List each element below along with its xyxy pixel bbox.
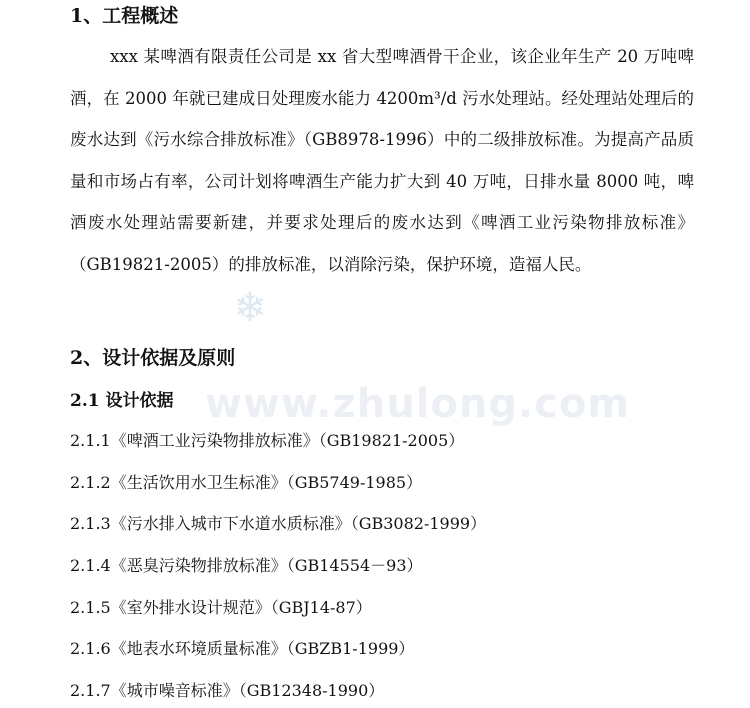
section-1-paragraph-text: xxx 某啤酒有限责任公司是 xx 省大型啤酒骨干企业，该企业年生产 20 万吨啤酒，在 2000 年就已建成日处理废水能力 4200m³/d 污水处理站。经处理站处理后的废水达到《污水综合排放标准》（GB8978-1996）中的二级排放标准。为提高产品质量和市场占有率，公司计划将啤酒生产能力扩大到 40 万吨，日排水量 8000 吨，啤酒废水处理站需要新建，并要求处理后的废水达到《啤酒工业污染物排放标准》（GB19821-2005）的排放标准，以消除污染，保护环境，造福人民。 [70, 47, 694, 274]
reference-item: 2.1.6《地表水环境质量标准》（GBZB1-1999） [70, 639, 415, 658]
section-2-1-heading: 2.1 设计依据 [70, 391, 174, 411]
watermark-text: www.zhulong.com [205, 381, 631, 427]
reference-item: 2.1.1《啤酒工业污染物排放标准》（GB19821-2005） [70, 431, 465, 450]
section-1-paragraph [70, 36, 694, 286]
reference-item: 2.1.2《生活饮用水卫生标准》（GB5749-1985） [70, 473, 423, 492]
reference-item: 2.1.5《室外排水设计规范》（GBJ14-87） [70, 598, 372, 617]
section-2-heading: 2、设计依据及原则 [70, 347, 236, 369]
section-1-heading: 1、工程概述 [70, 5, 179, 27]
snowflake-icon: ❄ [233, 285, 267, 331]
reference-item: 2.1.4《恶臭污染物排放标准》（GB14554－93） [70, 556, 423, 575]
reference-item: 2.1.3《污水排入城市下水道水质标准》（GB3082-1999） [70, 514, 487, 533]
reference-item: 2.1.7《城市噪音标准》（GB12348-1990） [70, 681, 385, 700]
